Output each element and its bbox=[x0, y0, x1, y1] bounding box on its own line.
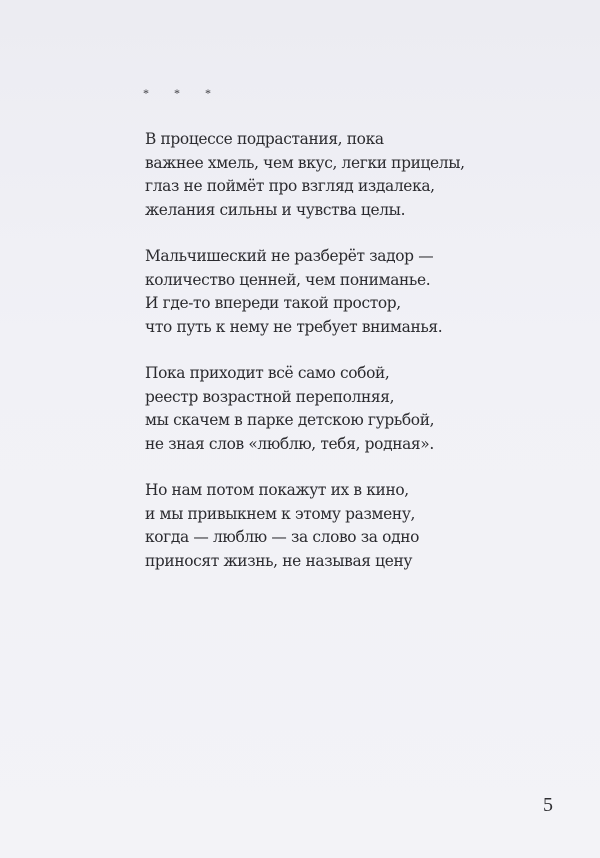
page-number: 5 bbox=[543, 794, 553, 816]
poem-line: что путь к нему не требует вниманья. bbox=[145, 317, 443, 336]
poem-line: не зная слов «люблю, тебя, родная». bbox=[145, 434, 434, 453]
stanza-2 bbox=[145, 245, 545, 339]
poem-line: и мы привыкнем к этому размену, bbox=[145, 504, 416, 523]
poem-line: И где-то впереди такой простор, bbox=[145, 294, 401, 312]
stanza-4 bbox=[145, 479, 545, 573]
section-marker: * * * bbox=[143, 86, 222, 100]
poem-line: желания сильны и чувства целы. bbox=[145, 200, 406, 219]
stanza-3 bbox=[145, 362, 545, 456]
poem-line: глаз не поймёт про взгляд издалека, bbox=[145, 177, 435, 195]
poem-line: когда — люблю — за слово за одно bbox=[145, 528, 420, 546]
poem-line: реестр возрастной переполняя, bbox=[145, 387, 395, 406]
poem-line: количество ценней, чем пониманье. bbox=[145, 270, 431, 289]
poem-line: В процессе подрастания, пока bbox=[145, 130, 384, 148]
poem-line: важнее хмель, чем вкус, легки прицелы, bbox=[145, 153, 465, 172]
poem bbox=[145, 128, 545, 596]
poem-line: приносят жизнь, не называя цену bbox=[145, 551, 413, 570]
poem-line: Мальчишеский не разберёт задор — bbox=[145, 247, 434, 265]
poem-line: Но нам потом покажут их в кино, bbox=[145, 481, 409, 499]
poem-line: мы скачем в парке детскою гурьбой, bbox=[145, 411, 435, 429]
stanza-1 bbox=[145, 128, 545, 222]
poem-line: Пока приходит всё само собой, bbox=[145, 364, 390, 382]
